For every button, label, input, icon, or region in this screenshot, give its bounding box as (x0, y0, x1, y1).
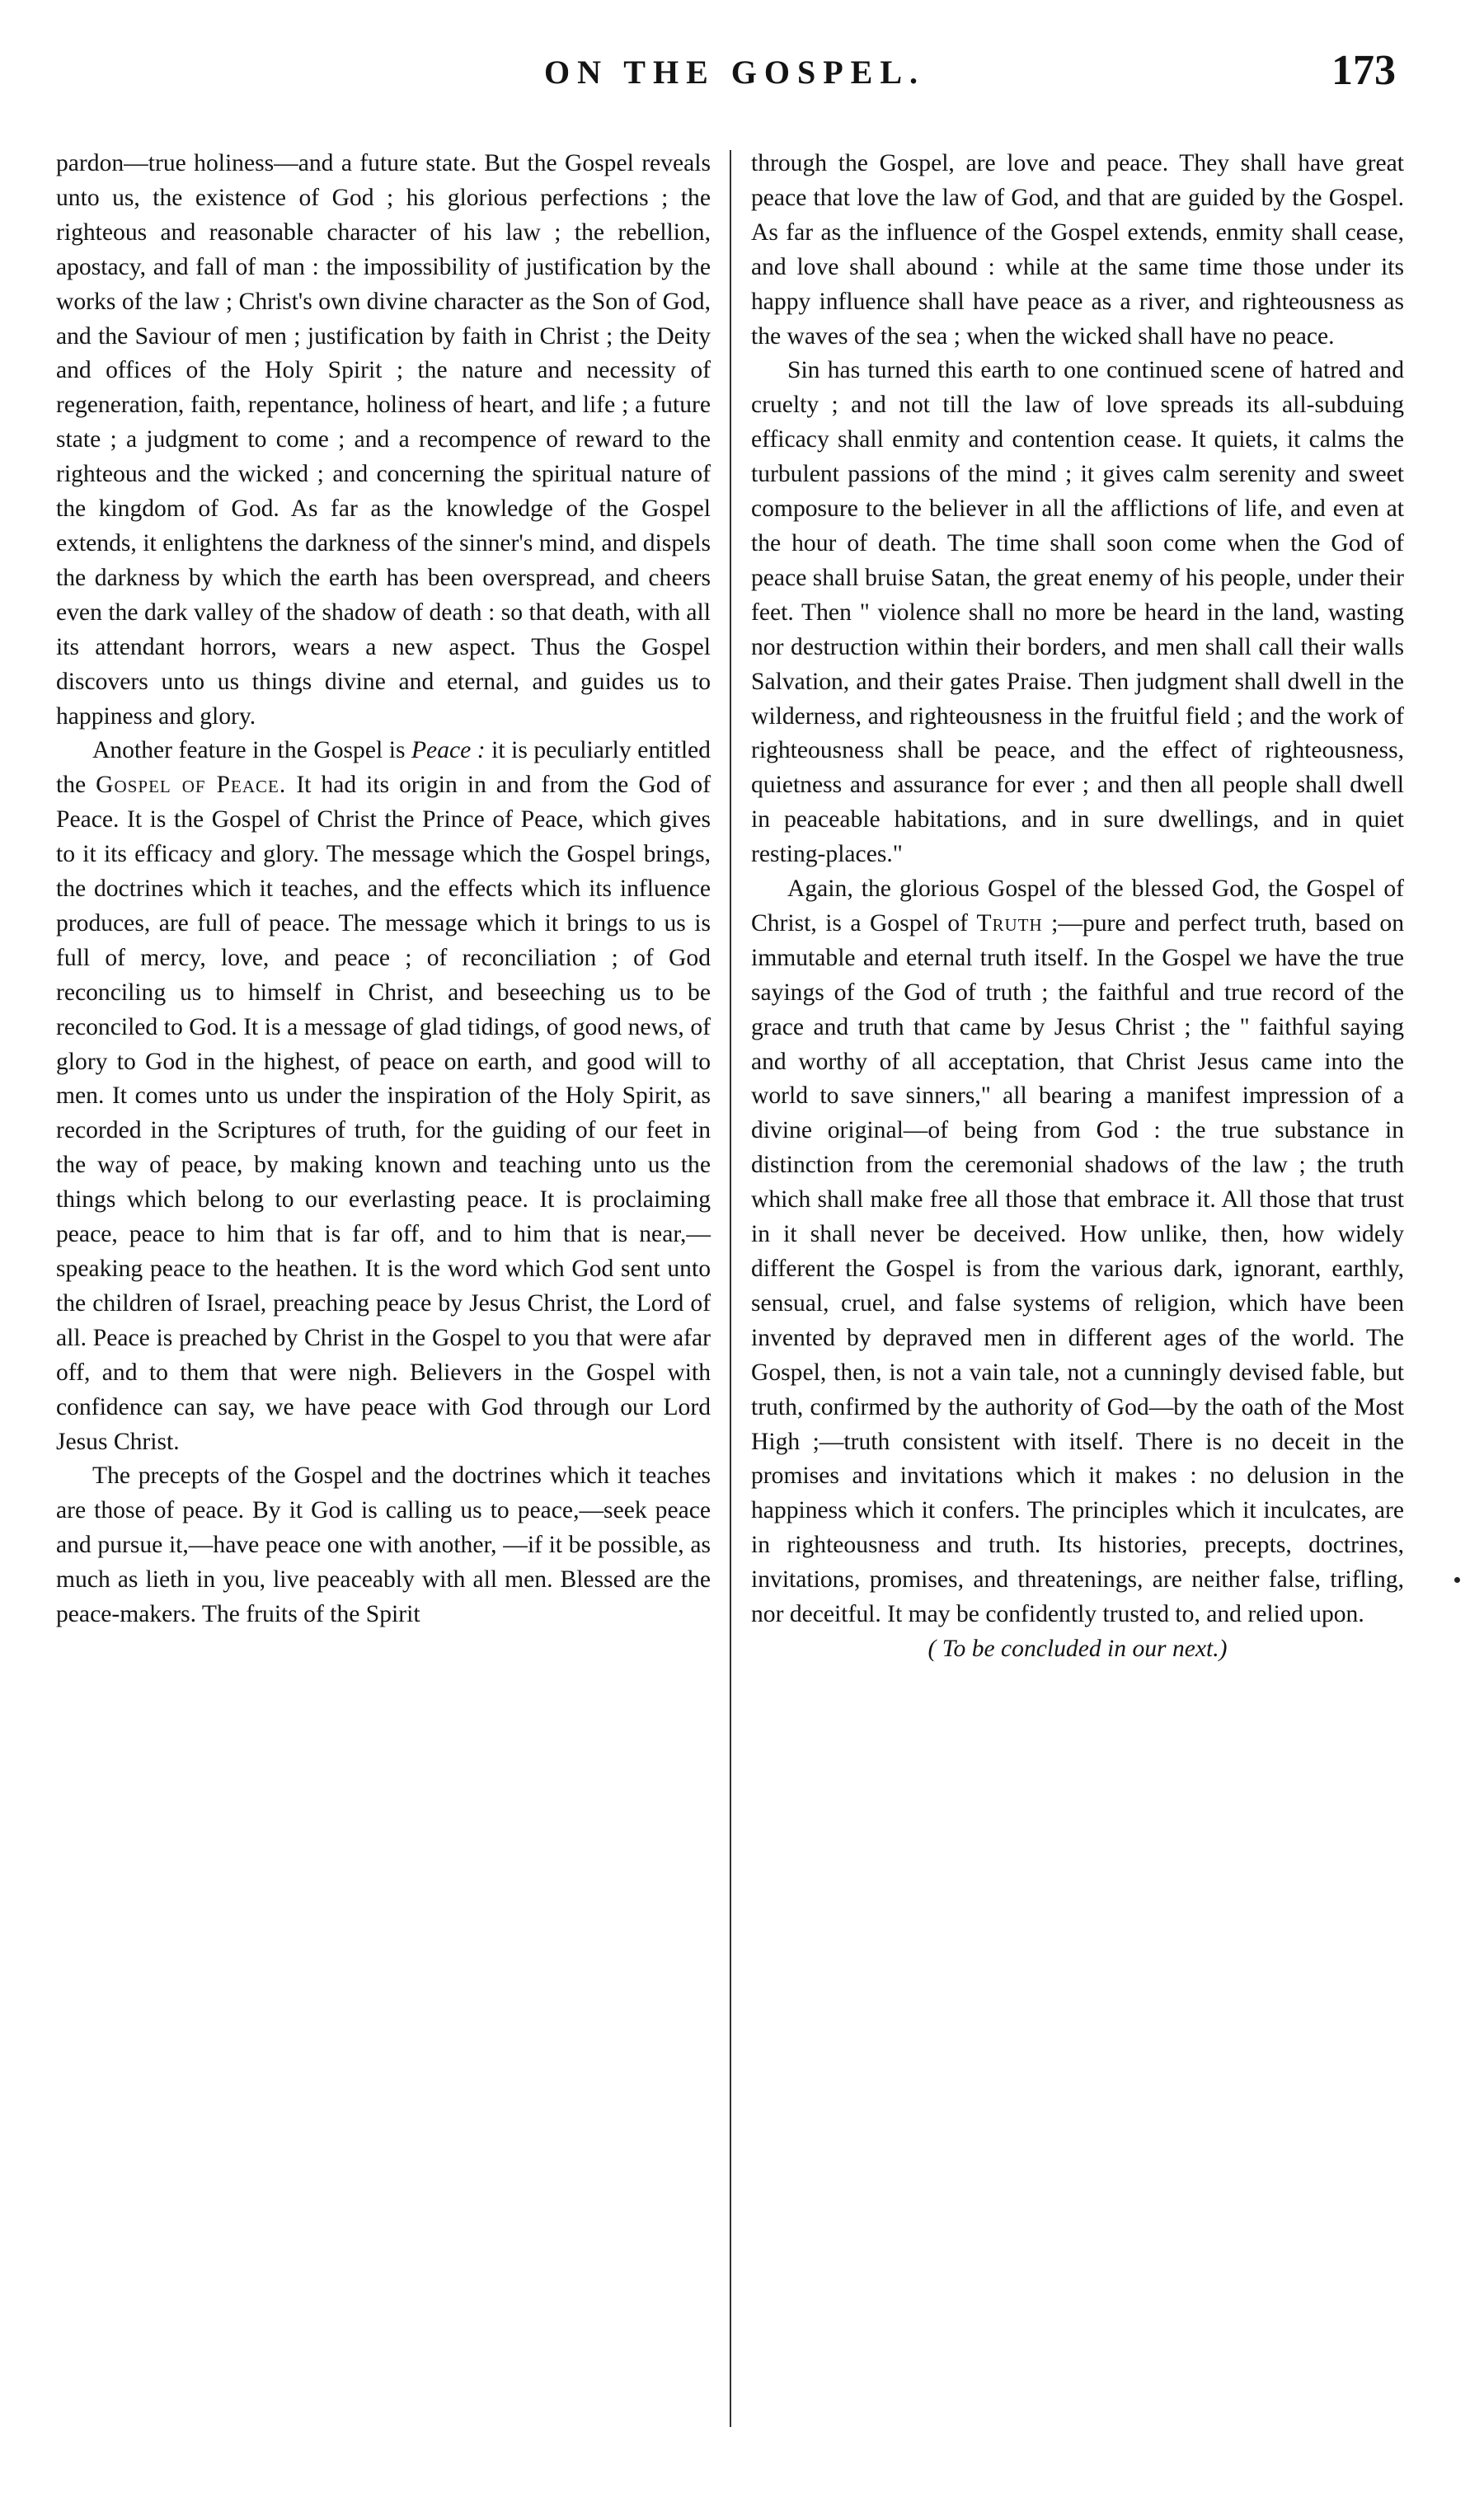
closing-note: ( To be concluded in our next.) (928, 1635, 1228, 1662)
running-head (0, 46, 1484, 104)
right-paragraph-2: Sin has turned this earth to one continued scene of hatred and cruelty ; and not till the law of love spreads its all-subduing efficacy shall enmity and contention cease. It quiets, it calms the turbulent passions of the mind ; it gives calm serenity and sweet composure to the believer in all the afflictions of life, and even at the hour of death. The time shall soon come when the God of peace shall bruise Satan, the great enemy of his people, under their feet. Then " violence shall no more be heard in the land, wasting nor destruction within their borders, and men shall call their walls Salvation, and their gates Praise. Then judgment shall dwell in the wilderness, and righteousness in the fruitful field ; and the work of righteousness shall be peace, and the effect of righteousness, quietness and assurance for ever ; and then all people shall dwell in peaceable habitations, and in sure dwellings, and in quiet resting-places." (751, 357, 1404, 868)
page-number: 173 (1331, 47, 1396, 94)
right-paragraph-1: through the Gospel, are love and peace. They shall have great peace that love the law of God, and that are guided by the Gospel. As far as the influence of the Gospel extends, enmity shall cease, and love shall abound : while at the same time those under its happy influence shall have peace as a river, and righteousness as the waves of the sea ; when the wicked shall have no peace. (751, 150, 1404, 350)
paragraph-text: Again, the glorious Gospel of the blessed God, the Gospel of Christ, is a Gospel of (751, 876, 1404, 937)
left-column (56, 147, 711, 1632)
emphasis-peace: Peace : (411, 737, 486, 764)
left-paragraph-1: pardon—true holiness—and a future state. But the Gospel reveals unto us, the existence of God ; his glorious perfections ; the righteous and reasonable character of his law ; the rebellion, apostacy, and fall of man : the impossibility of justification by the works of the law ; Christ's own divine character as the Son of God, and the Saviour of men ; justification by faith in Christ ; the Deity and offices of the Holy Spirit ; the nature and necessity of regeneration, faith, repentance, holiness of heart, and life ; a future state ; a judgment to come ; and a recompence of reward to the righteous and the wicked ; and concerning the spiritual nature of the kingdom of God. As far as the knowledge of the Gospel extends, it enlightens the darkness of the sinner's mind, and dispels the darkness by which the earth has been overspread, and cheers even the dark valley of the shadow of death : so that death, with all its attendant horrors, wears a new aspect. Thus the Gospel discovers unto us things divine and eternal, and guides us to happiness and glory. (56, 150, 711, 730)
small-caps-truth: Truth (976, 909, 1043, 937)
paragraph-text: Another feature in the Gospel is (92, 737, 411, 764)
running-title: ON THE GOSPEL. (544, 54, 926, 91)
paragraph-text: ;—pure and perfect truth, based on immutable and eternal truth itself. In the Gospel we have the true sayings of the God of truth ; the faithful and true record of the grace and truth that came by Jesus Christ ; the " faithful saying and worthy of all acceptation, that Christ Jesus came into the world to save sinners," all bearing a manifest impression of a divine original—of being from God : the true substance in distinction from the ceremonial shadows of the law ; the truth which shall make free all those that embrace it. All those that trust in it shall never be deceived. How unlike, then, how widely different the Gospel is from the various dark, ignorant, earthly, sensual, cruel, and false systems of religion, which have been invented by depraved men in different ages of the world. The Gospel, then, is not a vain tale, not a cunningly devised fable, but truth, confirmed by the authority of God—by the oath of the Most High ;—truth consistent with itself. There is no deceit in the promises and invitations which it makes : no delusion in the happiness which it confers. The principles which it inculcates, are in righteousness and truth. Its histories, precepts, doctrines, invitations, promises, and threatenings, are neither false, trifling, nor deceitful. It may be confidently trusted to, and relied upon. (751, 909, 1404, 1628)
right-paragraph-3 (751, 872, 1404, 1632)
column-divider (730, 150, 731, 2427)
small-caps-gospel-of-peace: Gospel of Peace. (96, 772, 287, 799)
paragraph-text: it is peculiarly entitled the (56, 737, 711, 799)
left-paragraph-2 (56, 734, 711, 1459)
paragraph-text: It had its origin in and from the God of Peace. It is the Gospel of Christ the Prince of Peace, which gives to it its efficacy and glory. The message which the Gospel brings, the doctrines which it teaches, and the effects which its influence produces, are full of peace. The message which it brings to us is full of mercy, love, and peace ; of reconciliation ; of God reconciling us to himself in Christ, and beseeching us to be reconciled to God. It is a message of glad tidings, of good news, of glory to God in the highest, of peace on earth, and good will to men. It comes unto us under the inspiration of the Holy Spirit, as recorded in the Scriptures of truth, for the guiding of our feet in the way of peace, by making known and teaching unto us the things which belong to our everlasting peace. It is proclaiming peace, peace to him that is far off, and to him that is near,—speaking peace to the heathen. It is the word which God sent unto the children of Israel, preaching peace by Jesus Christ, the Lord of all. Peace is preached by Christ in the Gospel to you that were afar off, and to them that were nigh. Believers in the Gospel with confidence can say, we have peace with God through our Lord Jesus Christ. (56, 772, 711, 1455)
stray-ink-dot (1454, 1577, 1460, 1583)
right-column (751, 147, 1404, 1667)
left-paragraph-3: The precepts of the Gospel and the doctrines which it teaches are those of peace. By it God is calling us to peace,—seek peace and pursue it,—have peace one with another, —if it be possible, as much as lieth in you, live peaceably with all men. Blessed are the peace-makers. The fruits of the Spirit (56, 1462, 711, 1628)
